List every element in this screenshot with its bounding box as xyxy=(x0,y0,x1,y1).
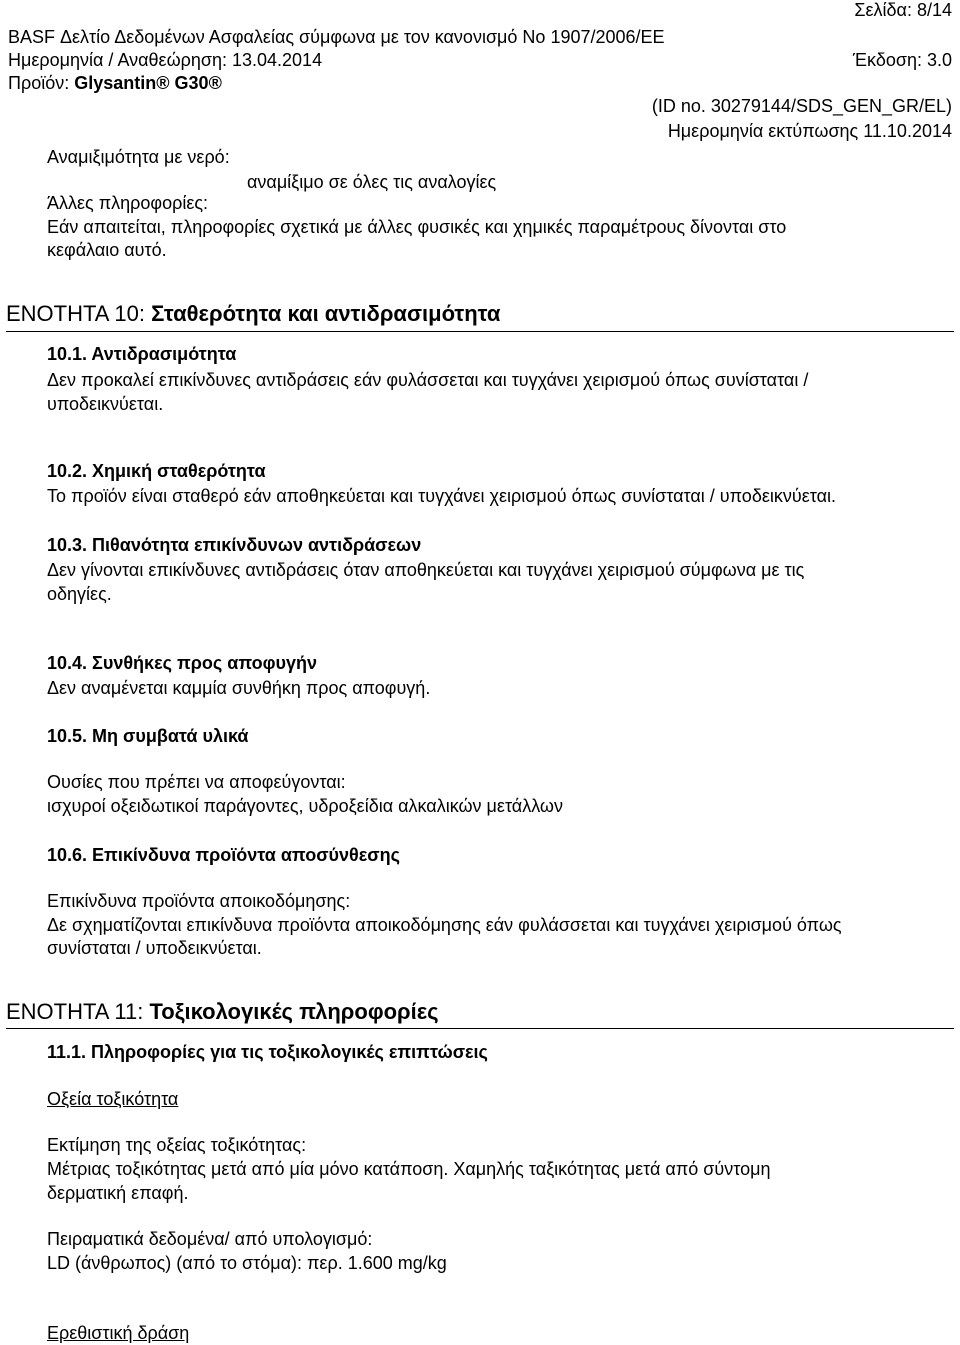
version: Έκδοση: 3.0 xyxy=(852,50,952,70)
section-10-divider xyxy=(6,331,954,332)
product-name: Glysantin® G30® xyxy=(74,73,222,93)
miscibility-value: αναμίξιμο σε όλες τις αναλογίες xyxy=(247,172,497,192)
other-info-text: Εάν απαιτείται, πληροφορίες σχετικά με άλλες φυσικές και χημικές παραμέτρους δίνονται στο xyxy=(47,217,787,237)
print-date: Ημερομηνία εκτύπωσης 11.10.2014 xyxy=(667,121,952,141)
subsection-10-3-text: Δεν γίνονται επικίνδυνες αντιδράσεις όταν αποθηκεύεται και τυγχάνει χειρισμού σύμφωνα με τις xyxy=(47,560,805,580)
section-11-title xyxy=(6,999,439,1025)
subsection-10-4-heading: 10.4. Συνθήκες προς αποφυγήν xyxy=(47,653,317,673)
subsection-10-1-text-cont: υποδεικνύεται. xyxy=(47,394,164,414)
assessment-text: Μέτριας τοξικότητας μετά από μία μόνο κατάποση. Χαμηλής ταξικότητας μετά από σύντομη xyxy=(47,1159,771,1179)
subsection-10-2-text: Το προϊόν είναι σταθερό εάν αποθηκεύεται και τυγχάνει χειρισμού όπως συνίσταται / υποδεικνύεται. xyxy=(47,486,836,506)
subsection-10-6-heading: 10.6. Επικίνδυνα προϊόντα αποσύνθεσης xyxy=(47,845,400,865)
subsection-10-5-heading: 10.5. Μη συμβατά υλικά xyxy=(47,726,249,746)
subsection-10-1-heading: 10.1. Αντιδρασιμότητα xyxy=(47,344,237,364)
subsection-10-5-label: Ουσίες που πρέπει να αποφεύγονται: xyxy=(47,772,346,792)
page-number: Σελίδα: 8/14 xyxy=(854,0,952,20)
product-line xyxy=(8,73,222,93)
subsection-10-6-text-cont: συνίσταται / υποδεικνύεται. xyxy=(47,938,262,958)
subsection-10-2-heading: 10.2. Χημική σταθερότητα xyxy=(47,461,266,481)
subsection-10-3-text-cont: οδηγίες. xyxy=(47,584,112,604)
acute-toxicity-title: Οξεία τοξικότητα xyxy=(47,1089,179,1109)
section-11-prefix: ΕΝΟΤΗΤΑ 11: xyxy=(6,999,150,1024)
experimental-value: LD (άνθρωπος) (από το στόμα): περ. 1.600 mg/kg xyxy=(47,1253,447,1273)
other-info-label: Άλλες πληροφορίες: xyxy=(47,193,209,213)
subsection-10-6-text: Δε σχηματίζονται επικίνδυνα προϊόντα αποικοδόμησης εάν φυλάσσεται και τυγχάνει χειρισμού όπως xyxy=(47,915,842,935)
revision-date: Ημερομηνία / Αναθεώρηση: 13.04.2014 xyxy=(8,50,323,70)
section-10-text: Σταθερότητα και αντιδρασιμότητα xyxy=(151,301,501,326)
subsection-10-1-text: Δεν προκαλεί επικίνδυνες αντιδράσεις εάν φυλάσσεται και τυγχάνει χειρισμού όπως συνίσταται / xyxy=(47,370,809,390)
section-10-prefix: ΕΝΟΤΗΤΑ 10: xyxy=(6,301,152,326)
assessment-label: Εκτίμηση της οξείας τοξικότητας: xyxy=(47,1135,307,1155)
other-info-text-cont: κεφάλαιο αυτό. xyxy=(47,240,167,260)
subsection-10-3-heading: 10.3. Πιθανότητα επικίνδυνων αντιδράσεων xyxy=(47,535,422,555)
document-title: BASF Δελτίο Δεδομένων Ασφαλείας σύμφωνα με τον κανονισμό No 1907/2006/ΕΕ xyxy=(8,27,665,47)
section-10-title xyxy=(6,301,500,327)
section-11-text: Τοξικολογικές πληροφορίες xyxy=(149,999,439,1024)
subsection-10-5-text: ισχυροί οξειδωτικοί παράγοντες, υδροξείδια αλκαλικών μετάλλων xyxy=(47,796,563,816)
id-number: (ID no. 30279144/SDS_GEN_GR/EL) xyxy=(651,96,952,116)
irritation-title: Ερεθιστική δράση xyxy=(47,1323,190,1343)
product-label: Προϊόν: xyxy=(8,73,75,93)
subsection-10-6-label: Επικίνδυνα προϊόντα αποικοδόμησης: xyxy=(47,891,351,911)
section-11-divider xyxy=(6,1028,954,1029)
miscibility-label: Αναμιξιμότητα με νερό: xyxy=(47,147,230,167)
assessment-text-cont: δερματική επαφή. xyxy=(47,1183,189,1203)
experimental-label: Πειραματικά δεδομένα/ από υπολογισμό: xyxy=(47,1229,373,1249)
subsection-11-1-heading: 11.1. Πληροφορίες για τις τοξικολογικές επιπτώσεις xyxy=(47,1042,488,1062)
subsection-10-4-text: Δεν αναμένεται καμμία συνθήκη προς αποφυγή. xyxy=(47,678,431,698)
